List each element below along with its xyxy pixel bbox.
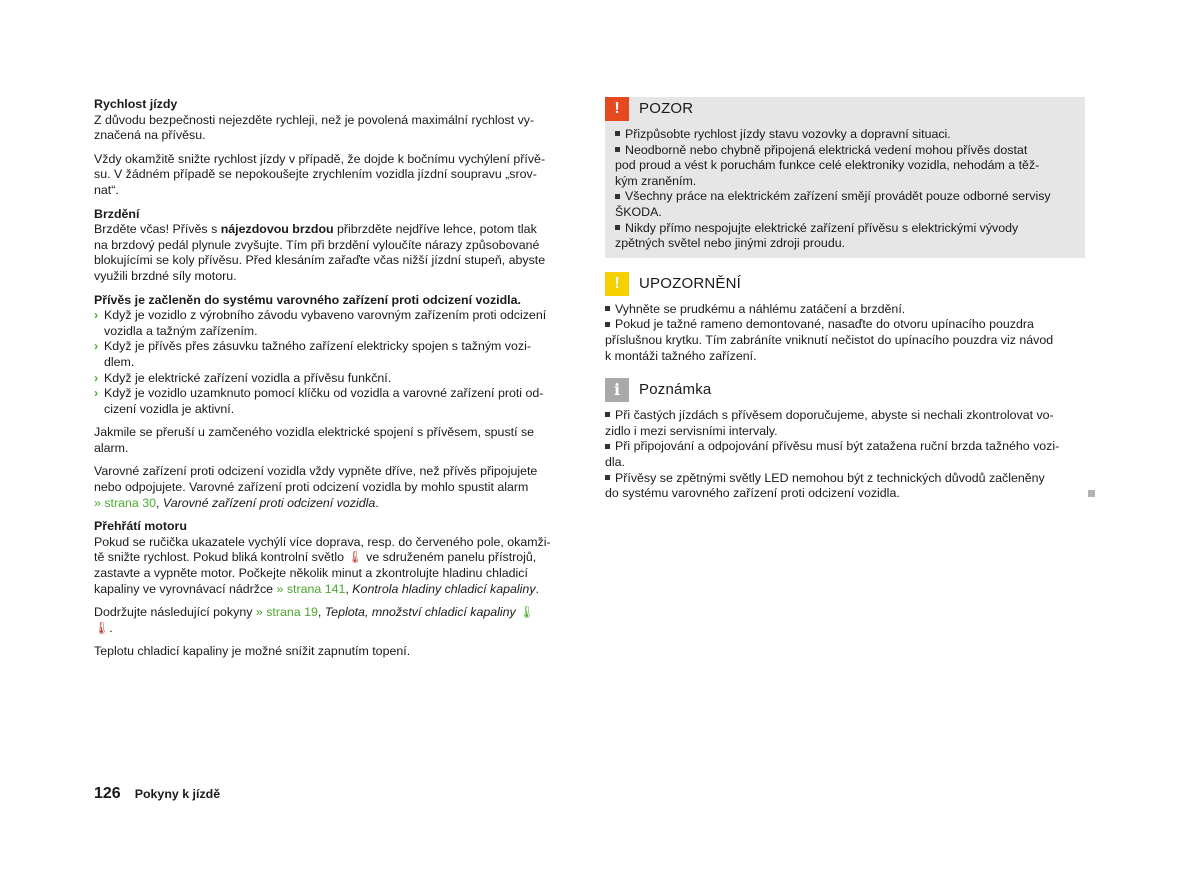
list-item bbox=[94, 308, 572, 339]
bullet-icon bbox=[605, 475, 610, 480]
section-end-marker bbox=[1088, 490, 1095, 497]
bullet-icon bbox=[605, 306, 610, 311]
list-item bbox=[605, 439, 1085, 470]
chevron-right-icon: › bbox=[94, 308, 99, 323]
page-footer bbox=[94, 786, 220, 803]
brake-paragraph bbox=[94, 222, 572, 284]
note-body bbox=[605, 408, 1085, 502]
speed-paragraph-2: Vždy okamžitě snižte rychlost jízdy v případě, že dojde k bočnímu vychýlení přívě- su. V žádném případě se nepokoušejte zrychlením vozidla jízdní soupravu „srov- nat“. bbox=[94, 151, 546, 197]
period: . bbox=[109, 620, 113, 635]
period: . bbox=[375, 495, 379, 510]
list-item bbox=[605, 317, 1085, 364]
page-30-link[interactable]: » strana 30 bbox=[94, 495, 156, 510]
warning-header bbox=[605, 97, 1085, 121]
page-number: 126 bbox=[94, 785, 121, 802]
alarm-reference-title: Varovné zařízení proti odcizení vozidla bbox=[162, 495, 376, 510]
overheat-text-a: Pokud se ručička ukazatele vychýlí více doprava, resp. do červeného pole, okamži- tě snižte rychlost. Pokud bliká kontrolní světlo bbox=[94, 534, 551, 565]
overheat-text: Dodržujte následující pokyny bbox=[94, 605, 256, 620]
list-item-text: Když je přívěs přes zásuvku tažného zařízení elektricky spojen s tažným vozi- dlem. bbox=[104, 339, 531, 369]
alarm-paragraph-1: Jakmile se přeruší u zamčeného vozidla elektrické spojení s přívěsem, spustí se alarm. bbox=[94, 425, 535, 455]
info-icon: i bbox=[605, 378, 629, 402]
list-item-text: Přizpůsobte rychlost jízdy stavu vozovky a dopravní situaci. bbox=[625, 127, 951, 141]
list-item-text: Neodborně nebo chybně připojená elektrická vedení mohou přívěs dostat pod proud a vést k poruchám funkce celé elektroniky vozidla, nehodám a těž- kým zraněním. bbox=[615, 142, 1040, 188]
list-item-text: Vyhněte se prudkému a náhlému zatáčení a brzdění. bbox=[615, 301, 906, 316]
list-item bbox=[94, 386, 572, 417]
list-item bbox=[615, 127, 1075, 143]
list-item bbox=[605, 302, 1085, 318]
caution-title: UPOZORNĚNÍ bbox=[639, 274, 742, 292]
bullet-icon bbox=[615, 147, 620, 152]
warning-body bbox=[605, 127, 1085, 252]
list-item-text: Pokud je tažné rameno demontované, nasaďte do otvoru upínacího pouzdra příslušnou krytku. Tím zabráníte vniknutí nečistot do upínacího pouzdra viz návod k montáži tažného zařízení. bbox=[605, 317, 1054, 363]
overheat-paragraph-2 bbox=[94, 605, 572, 636]
coolant-temperature-reference-title: Teplota, množství chladicí kapaliny bbox=[324, 605, 516, 620]
list-item bbox=[615, 143, 1075, 190]
note-header bbox=[605, 378, 1085, 402]
overheat-text-b: ve sdruženém panelu přístrojů, zastavte a vypněte motor. Počkejte několik minut a zkontrolujte hladinu chladicí kapaliny ve vyrovnávací nádržce bbox=[94, 550, 537, 596]
overheat-heading: Přehřátí motoru bbox=[94, 519, 187, 534]
exclamation-icon: ! bbox=[605, 97, 629, 121]
coolant-temperature-icon: 🌡 bbox=[347, 550, 363, 565]
brake-heading: Brzdění bbox=[94, 206, 140, 221]
list-item bbox=[605, 471, 1085, 502]
list-item-text: Nikdy přímo nespojujte elektrické zařízení přívěsu s elektrickými vývody zpětných světel nebo jinými zdroji proudu. bbox=[615, 220, 1019, 251]
brake-text-a: Brzděte včas! Přívěs s bbox=[94, 222, 221, 237]
brake-text-b: přibrzděte nejdříve lehce, potom tlak na brzdový pedál plynule zvyšujte. Tím při brzdění vyloučíte nárazy způsobované blokujícími se koly přívěsu. Před klesáním zařaďte včas nižší jízdní stupeň, abyste využili brzdné síly motoru. bbox=[94, 222, 546, 283]
warning-title: POZOR bbox=[639, 100, 694, 118]
overheat-paragraph-3: Teplotu chladicí kapaliny je možné snížit zapnutím topení. bbox=[94, 644, 411, 659]
exclamation-icon: ! bbox=[605, 272, 629, 296]
alarm-conditions-list bbox=[94, 308, 572, 417]
bullet-icon bbox=[605, 412, 610, 417]
brake-text-bold: nájezdovou brzdou bbox=[220, 222, 334, 237]
page-19-link[interactable]: » strana 19 bbox=[255, 605, 318, 620]
list-item-text: Když je vozidlo z výrobního závodu vybaveno varovným zařízením proti odcizení vozidla a tažným zařízením. bbox=[104, 308, 547, 338]
chevron-right-icon: › bbox=[94, 386, 99, 401]
separator: , bbox=[345, 581, 353, 596]
left-column bbox=[94, 97, 572, 668]
period: . bbox=[535, 581, 539, 596]
page-141-link[interactable]: » strana 141 bbox=[276, 581, 346, 596]
list-item bbox=[94, 371, 572, 387]
list-item bbox=[605, 408, 1085, 439]
list-item-text: Když je vozidlo uzamknuto pomocí klíčku od vozidla a varovné zařízení proti od- cizení vozidla je aktivní. bbox=[104, 386, 544, 416]
right-column bbox=[605, 97, 1085, 516]
speed-heading: Rychlost jízdy bbox=[94, 97, 178, 111]
bullet-icon bbox=[615, 225, 620, 230]
alarm-paragraph-2 bbox=[94, 464, 572, 511]
coolant-level-icon: 🌡 bbox=[519, 605, 535, 620]
alarm-heading: Přívěs je začleněn do systému varovného zařízení proti odcizení vozidla. bbox=[94, 292, 521, 307]
list-item-text: Když je elektrické zařízení vozidla a přívěsu funkční. bbox=[104, 370, 392, 385]
list-item bbox=[94, 339, 572, 370]
section-name: Pokyny k jízdě bbox=[134, 787, 221, 801]
list-item bbox=[615, 221, 1075, 252]
separator: , bbox=[317, 605, 325, 620]
coolant-check-reference-title: Kontrola hladiny chladicí kapaliny bbox=[352, 581, 536, 596]
caution-body bbox=[605, 302, 1085, 364]
list-item-text: Při připojování a odpojování přívěsu musí být zatažena ruční brzda tažného vozi- dla. bbox=[605, 439, 1060, 469]
bullet-icon bbox=[605, 322, 610, 327]
chevron-right-icon: › bbox=[94, 339, 99, 354]
bullet-icon bbox=[615, 194, 620, 199]
chevron-right-icon: › bbox=[94, 370, 99, 385]
coolant-temperature-icon: 🌡 bbox=[94, 620, 110, 635]
separator: , bbox=[156, 495, 163, 510]
warning-box bbox=[605, 97, 1085, 258]
note-title: Poznámka bbox=[639, 381, 712, 399]
caution-header bbox=[605, 272, 1085, 296]
speed-paragraph-1: Z důvodu bezpečnosti nejezděte rychleji, než je povolená maximální rychlost vy- značená na přívěsu. bbox=[94, 112, 535, 143]
list-item bbox=[615, 189, 1075, 220]
note-box bbox=[605, 378, 1085, 502]
bullet-icon bbox=[605, 444, 610, 449]
list-item-text: Při častých jízdách s přívěsem doporučujeme, abyste si nechali zkontrolovat vo- zidlo i mezi servisními intervaly. bbox=[605, 408, 1054, 438]
bullet-icon bbox=[615, 131, 620, 136]
list-item-text: Všechny práce na elektrickém zařízení smějí provádět pouze odborné servisy ŠKODA. bbox=[615, 189, 1051, 219]
list-item-text: Přívěsy se zpětnými světly LED nemohou být z technických důvodů začleněny do systému varovného zařízení proti odcizení vozidla. bbox=[605, 470, 1045, 501]
alarm-text: Varovné zařízení proti odcizení vozidla vždy vypněte dříve, než přívěs připojujete nebo odpojujete. Varovné zařízení proti odcizení vozidla by mohlo spustit alarm bbox=[94, 464, 538, 495]
caution-box bbox=[605, 272, 1085, 364]
overheat-paragraph-1 bbox=[94, 535, 572, 597]
